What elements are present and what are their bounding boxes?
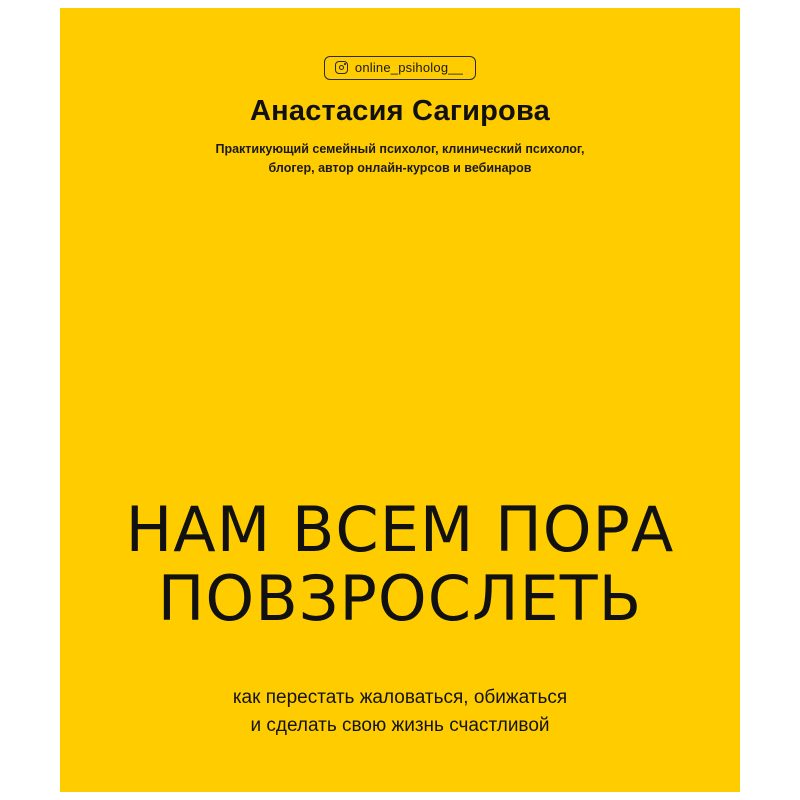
instagram-handle-badge[interactable] [324, 56, 476, 80]
author-name: Анастасия Сагирова [250, 95, 550, 127]
book-title [60, 493, 740, 635]
book-title-line-2: ПОВЗРОСЛЕТЬ [157, 561, 643, 635]
instagram-icon [335, 61, 348, 74]
author-description-line-2: блогер, автор онлайн-курсов и вебинаров [268, 160, 532, 175]
book-subtitle-line-1: как перестать жаловаться, обижаться [232, 687, 568, 708]
book-title-line-1: НАМ ВСЕМ ПОРА [125, 493, 675, 566]
book-subtitle-line-2: и сделать свою жизнь счастливой [250, 714, 550, 736]
book-cover [60, 8, 740, 792]
author-description [215, 140, 584, 178]
author-description-line-1: Практикующий семейный психолог, клинический психолог, [215, 141, 585, 156]
instagram-handle-text: online_psiholog__ [354, 60, 464, 75]
book-subtitle [60, 684, 740, 739]
